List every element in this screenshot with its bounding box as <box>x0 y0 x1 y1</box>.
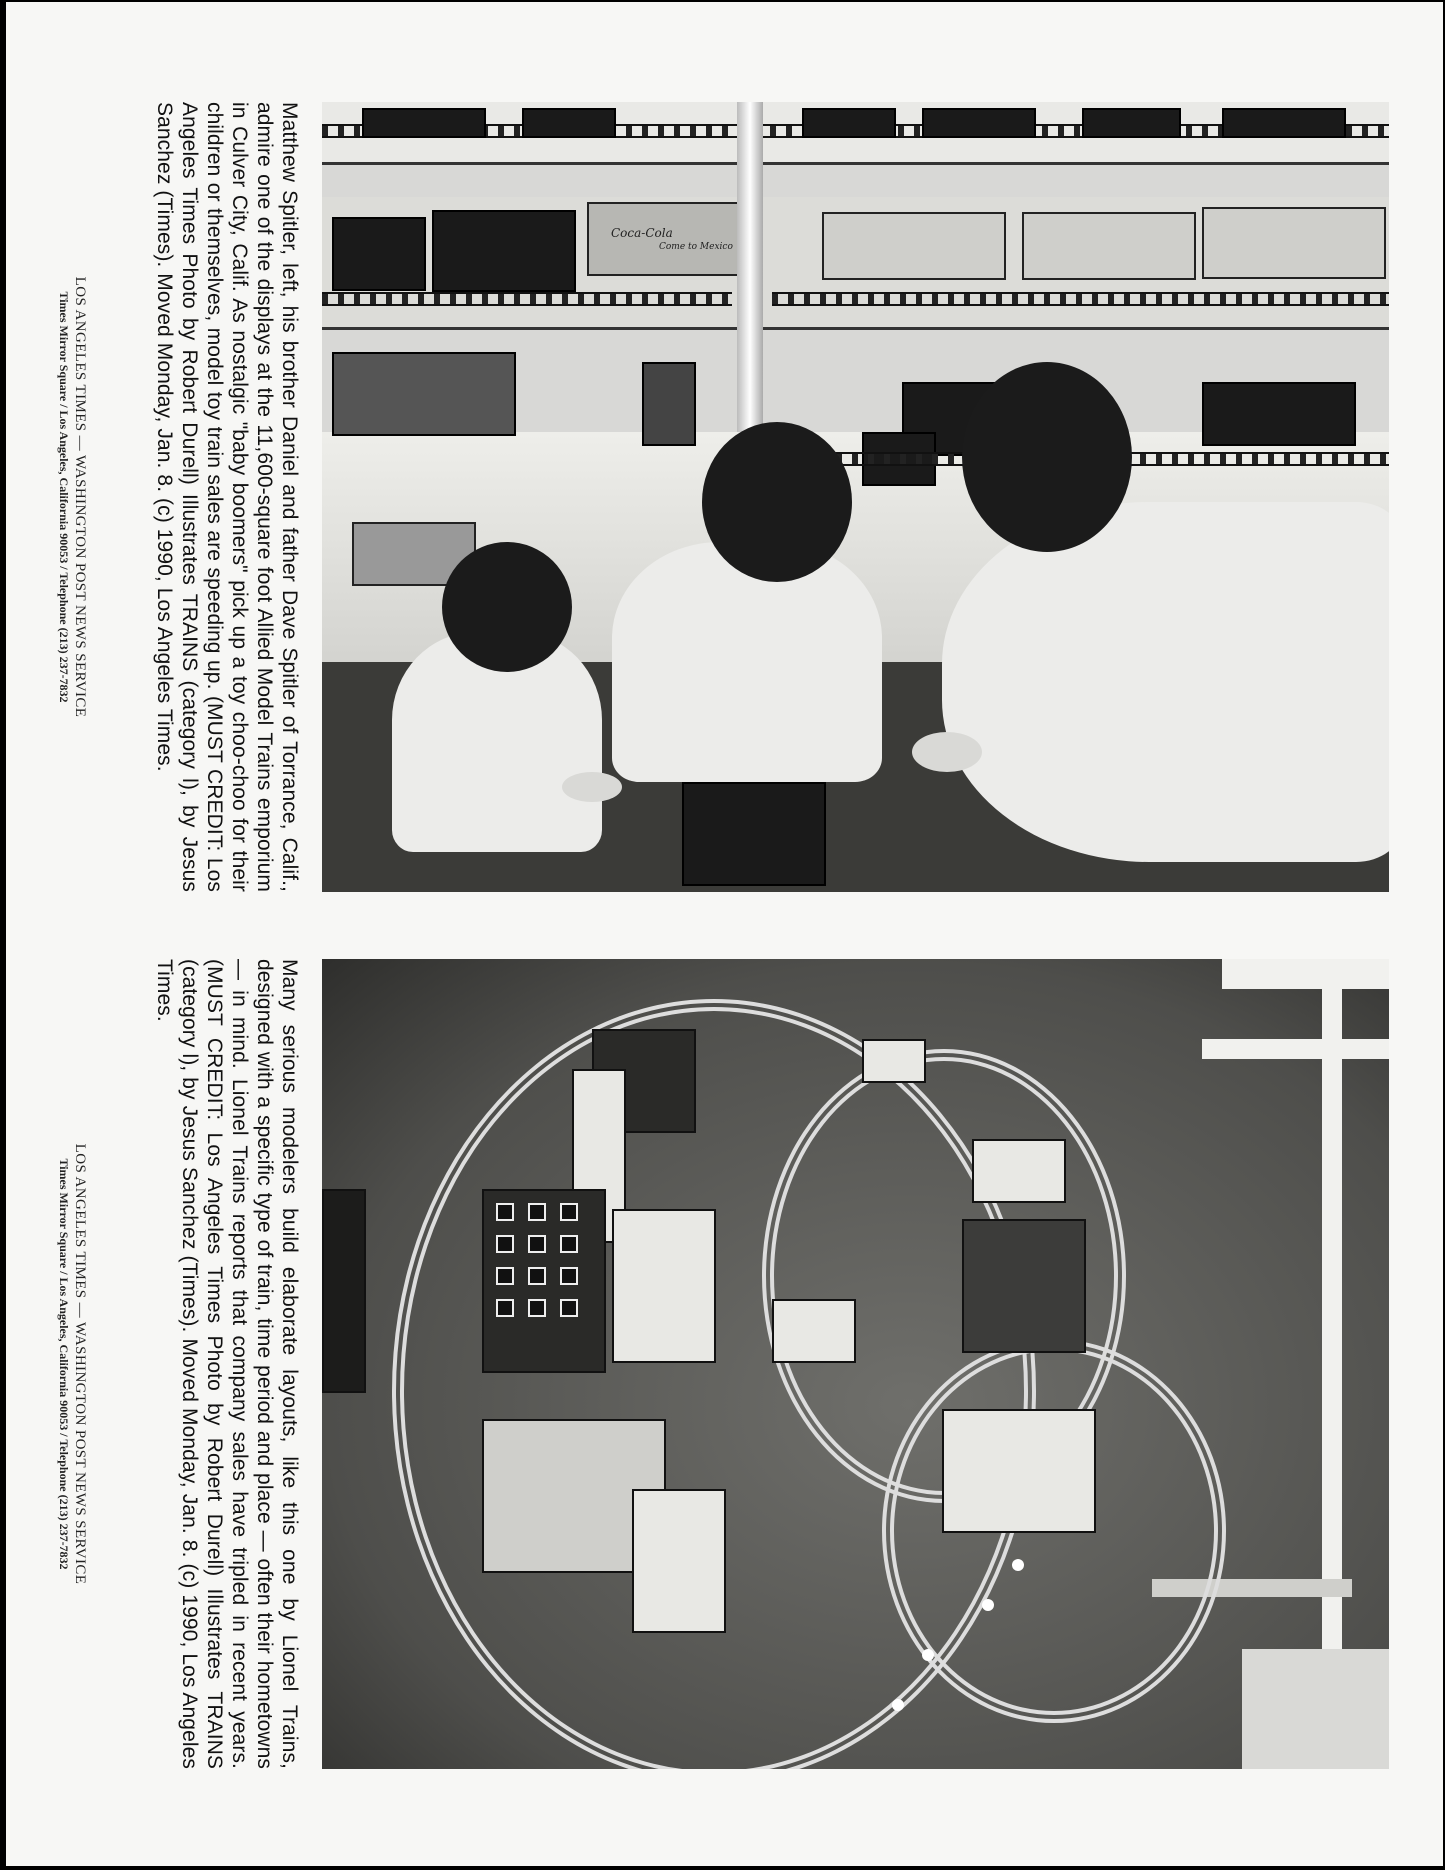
news-service-line: LOS ANGELES TIMES — WASHINGTON POST NEWS SERVICE <box>72 1143 88 1585</box>
toy-box <box>682 782 826 886</box>
passenger-car <box>1022 212 1196 280</box>
signal-box <box>862 1039 926 1083</box>
steam-locomotive-2 <box>1202 382 1356 446</box>
water-tower <box>322 1189 366 1393</box>
boxcar-sign-2: Come to Mexico <box>659 242 733 252</box>
caption-bottom <box>152 959 302 1769</box>
tank-car <box>432 210 576 292</box>
caption-text: Many serious modelers build elaborate layouts, like this one by Lionel Trains, designed with a specific type of train, time period and place — often their hometowns — in mind. Lionel Trains reports that company sales have tripled in recent years. (MUST CREDIT: Los Angeles Times Photo by Robert Durell) Illustrates TRAINS (category l), by Jesus Sanchez (Times). Moved Monday, Jan. 8. (c) 1990, Los Angeles Times. <box>153 959 301 1769</box>
signal-tower <box>642 362 696 446</box>
train-display-photo <box>322 102 1389 892</box>
address-line: Times Mirror Square / Los Angeles, California 90053 / Telephone (213) 237-7832 <box>57 1158 71 1570</box>
credit-bottom <box>56 959 88 1769</box>
press-photo-sheet <box>6 2 1443 1866</box>
steel-trestle <box>962 1219 1086 1353</box>
depot <box>972 1139 1066 1203</box>
caption-top <box>152 102 302 892</box>
address-line: Times Mirror Square / Los Angeles, California 90053 / Telephone (213) 237-7832 <box>57 291 71 703</box>
boxcar-sign: Coca-Cola <box>611 226 673 240</box>
bridge <box>772 1299 856 1363</box>
news-service-line: LOS ANGELES TIMES — WASHINGTON POST NEWS SERVICE <box>72 276 88 718</box>
passenger-car <box>822 212 1006 280</box>
church <box>942 1409 1096 1533</box>
layout-overhead-photo <box>322 959 1389 1769</box>
apartment-block <box>482 1189 606 1373</box>
locomotive <box>332 217 426 291</box>
passenger-car <box>1202 207 1386 279</box>
boxcar <box>587 202 741 276</box>
station <box>612 1209 716 1363</box>
caption-text: Matthew Spitler, left, his brother Daniel and father Dave Spitler of Torrance, Calif., admire one of the displays at the 11,600-square foot Allied Model Trains emporium in Culver City, Calif. As nostalgic "baby boomers" pick up a toy choo-choo for their children or themselves, model toy train sales are speeding up. (MUST CREDIT: Los Angeles Times Photo by Robert Durell) Illustrates TRAINS (category l), by Jesus Sanchez (Times). Moved Monday, Jan. 8. (c) 1990, Los Angeles Times. <box>153 102 301 892</box>
shop <box>632 1489 726 1633</box>
credit-top <box>56 102 88 892</box>
platform-roof <box>332 352 516 436</box>
